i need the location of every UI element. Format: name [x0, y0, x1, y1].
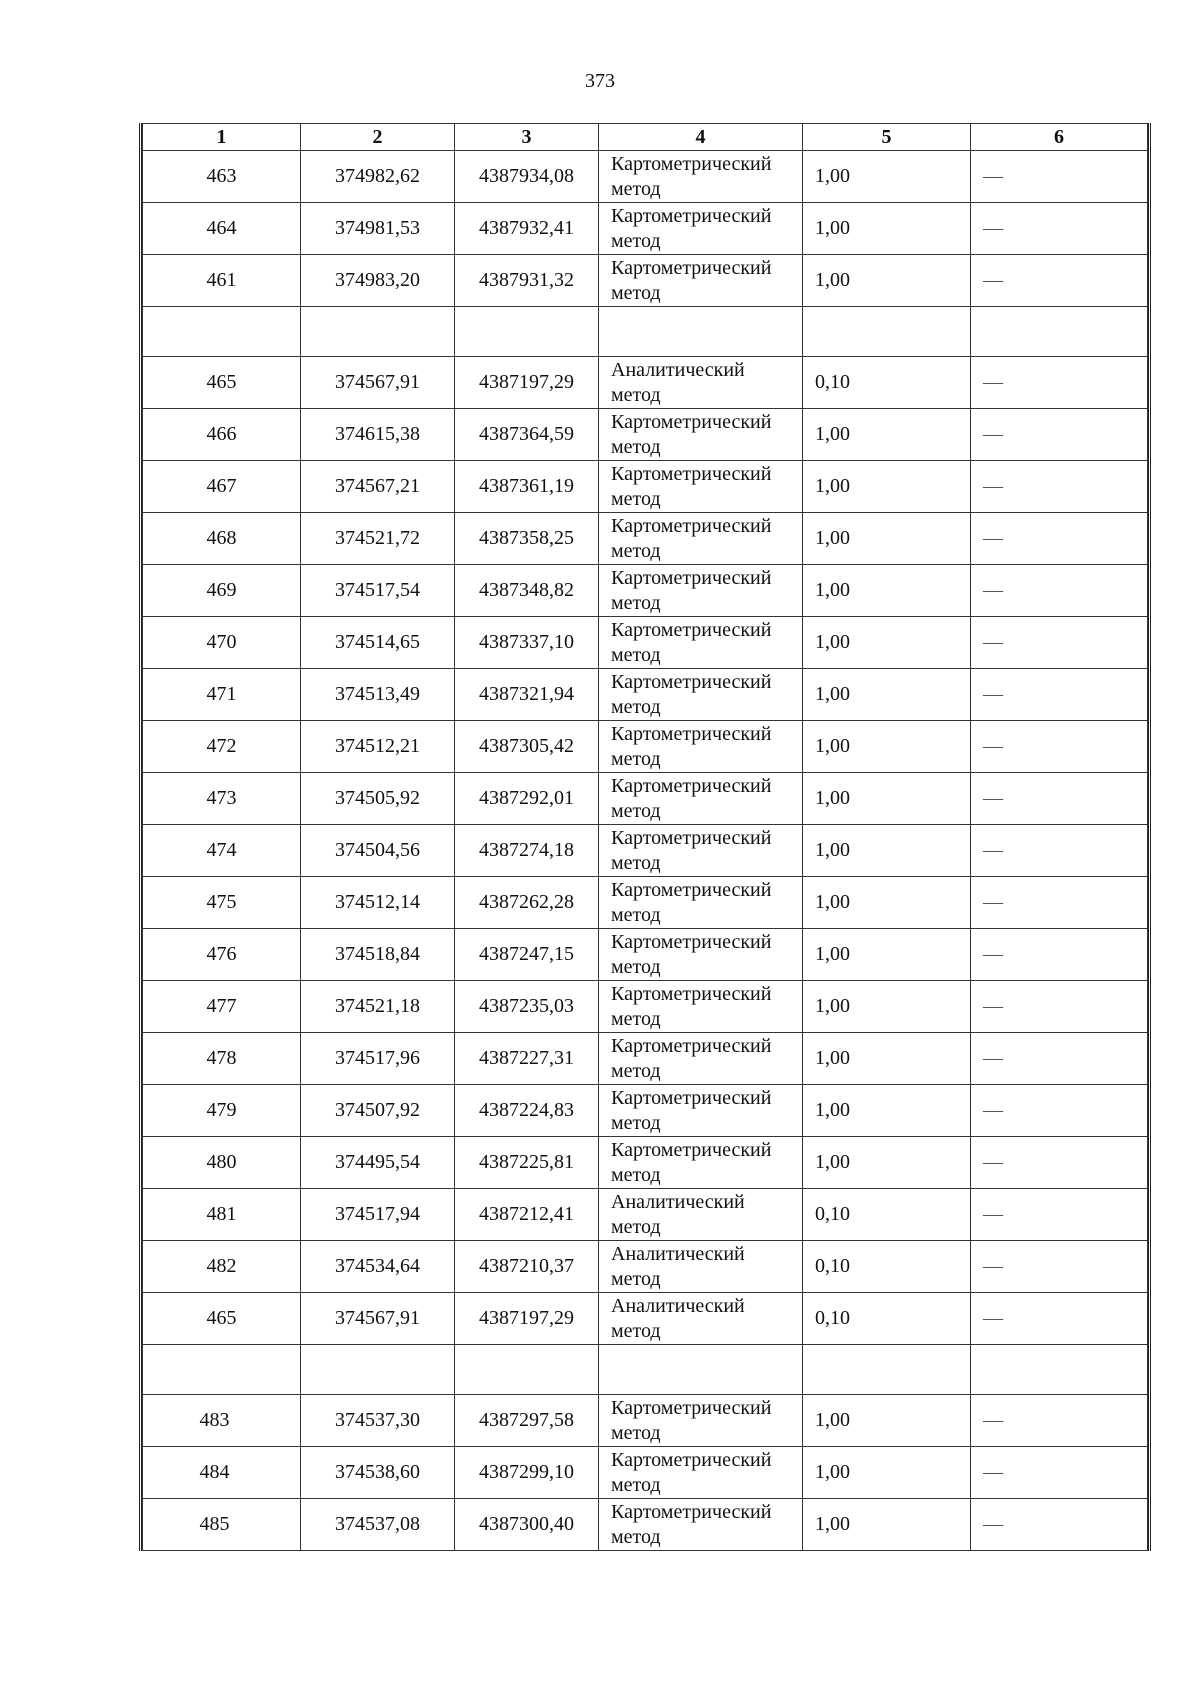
y-coordinate-cell: 4387305,42 — [455, 721, 599, 773]
description-cell: — — [971, 773, 1148, 825]
x-coordinate-cell: 374537,08 — [301, 1499, 455, 1551]
description-cell: — — [971, 721, 1148, 773]
point-number-cell: 465 — [143, 357, 301, 409]
point-number-cell: 480 — [143, 1137, 301, 1189]
x-coordinate-cell: 374504,56 — [301, 825, 455, 877]
x-coordinate-cell: 374521,72 — [301, 513, 455, 565]
table-row — [143, 461, 1148, 513]
x-coordinate-cell: 374513,49 — [301, 669, 455, 721]
point-number-cell: 470 — [143, 617, 301, 669]
method-cell — [599, 721, 803, 773]
x-coordinate-cell: 374512,14 — [301, 877, 455, 929]
method-suffix: метод — [611, 487, 661, 510]
accuracy-cell: 1,00 — [803, 151, 971, 203]
table-row — [143, 1241, 1148, 1293]
accuracy-cell: 1,00 — [803, 617, 971, 669]
empty-cell — [971, 307, 1148, 357]
point-number-cell: 483 — [143, 1395, 301, 1447]
method-suffix: метод — [611, 383, 661, 406]
method-cell — [599, 1085, 803, 1137]
method-suffix: метод — [611, 955, 661, 978]
accuracy-cell: 1,00 — [803, 877, 971, 929]
method-name: Картометрический — [611, 514, 772, 537]
point-number-cell: 461 — [143, 255, 301, 307]
method-name: Картометрический — [611, 1500, 772, 1523]
point-number-cell: 472 — [143, 721, 301, 773]
point-number-cell: 481 — [143, 1189, 301, 1241]
description-cell: — — [971, 357, 1148, 409]
empty-cell — [971, 1345, 1148, 1395]
method-name: Картометрический — [611, 982, 772, 1005]
x-coordinate-cell: 374521,18 — [301, 981, 455, 1033]
method-name: Картометрический — [611, 462, 772, 485]
point-number-cell: 466 — [143, 409, 301, 461]
y-coordinate-cell: 4387197,29 — [455, 357, 599, 409]
y-coordinate-cell: 4387934,08 — [455, 151, 599, 203]
table-row — [143, 151, 1148, 203]
accuracy-cell: 0,10 — [803, 1241, 971, 1293]
accuracy-cell: 1,00 — [803, 825, 971, 877]
header-cell: 4 — [599, 124, 803, 151]
point-number-cell: 479 — [143, 1085, 301, 1137]
method-suffix: метод — [611, 1525, 661, 1548]
y-coordinate-cell: 4387348,82 — [455, 565, 599, 617]
method-name: Картометрический — [611, 670, 772, 693]
table-row — [143, 1137, 1148, 1189]
table-row — [143, 929, 1148, 981]
empty-cell — [301, 307, 455, 357]
accuracy-cell: 1,00 — [803, 203, 971, 255]
table-row — [143, 1395, 1148, 1447]
y-coordinate-cell: 4387197,29 — [455, 1293, 599, 1345]
y-coordinate-cell: 4387321,94 — [455, 669, 599, 721]
y-coordinate-cell: 4387274,18 — [455, 825, 599, 877]
empty-cell — [803, 1345, 971, 1395]
y-coordinate-cell: 4387358,25 — [455, 513, 599, 565]
method-suffix: метод — [611, 643, 661, 666]
table-row — [143, 1293, 1148, 1345]
x-coordinate-cell: 374534,64 — [301, 1241, 455, 1293]
y-coordinate-cell: 4387292,01 — [455, 773, 599, 825]
y-coordinate-cell: 4387932,41 — [455, 203, 599, 255]
table-separator-row — [143, 1345, 1148, 1395]
x-coordinate-cell: 374517,54 — [301, 565, 455, 617]
description-cell: — — [971, 1499, 1148, 1551]
method-cell — [599, 1447, 803, 1499]
accuracy-cell: 0,10 — [803, 1293, 971, 1345]
table-row — [143, 409, 1148, 461]
method-name: Картометрический — [611, 722, 772, 745]
point-number-cell: 468 — [143, 513, 301, 565]
method-cell — [599, 255, 803, 307]
x-coordinate-cell: 374518,84 — [301, 929, 455, 981]
y-coordinate-cell: 4387212,41 — [455, 1189, 599, 1241]
method-name: Картометрический — [611, 152, 772, 175]
point-number-cell: 463 — [143, 151, 301, 203]
description-cell: — — [971, 1085, 1148, 1137]
y-coordinate-cell: 4387224,83 — [455, 1085, 599, 1137]
table-row — [143, 357, 1148, 409]
accuracy-cell: 1,00 — [803, 409, 971, 461]
y-coordinate-cell: 4387262,28 — [455, 877, 599, 929]
empty-cell — [143, 307, 301, 357]
description-cell: — — [971, 203, 1148, 255]
method-suffix: метод — [611, 539, 661, 562]
method-cell — [599, 513, 803, 565]
method-cell — [599, 151, 803, 203]
method-suffix: метод — [611, 281, 661, 304]
table-row — [143, 1447, 1148, 1499]
empty-cell — [599, 1345, 803, 1395]
description-cell: — — [971, 461, 1148, 513]
accuracy-cell: 1,00 — [803, 929, 971, 981]
table-separator-row — [143, 307, 1148, 357]
empty-cell — [143, 1345, 301, 1395]
empty-cell — [455, 307, 599, 357]
method-suffix: метод — [611, 695, 661, 718]
x-coordinate-cell: 374983,20 — [301, 255, 455, 307]
method-name: Картометрический — [611, 618, 772, 641]
accuracy-cell: 1,00 — [803, 1085, 971, 1137]
method-name: Картометрический — [611, 1138, 772, 1161]
x-coordinate-cell: 374981,53 — [301, 203, 455, 255]
table-row — [143, 877, 1148, 929]
point-number-cell: 477 — [143, 981, 301, 1033]
accuracy-cell: 1,00 — [803, 669, 971, 721]
accuracy-cell: 1,00 — [803, 1499, 971, 1551]
y-coordinate-cell: 4387364,59 — [455, 409, 599, 461]
empty-cell — [599, 307, 803, 357]
description-cell: — — [971, 1447, 1148, 1499]
point-number-cell: 464 — [143, 203, 301, 255]
description-cell: — — [971, 255, 1148, 307]
x-coordinate-cell: 374512,21 — [301, 721, 455, 773]
method-name: Картометрический — [611, 1034, 772, 1057]
method-name: Аналитический — [611, 1242, 745, 1265]
x-coordinate-cell: 374514,65 — [301, 617, 455, 669]
accuracy-cell: 0,10 — [803, 1189, 971, 1241]
x-coordinate-cell: 374517,94 — [301, 1189, 455, 1241]
x-coordinate-cell: 374517,96 — [301, 1033, 455, 1085]
y-coordinate-cell: 4387210,37 — [455, 1241, 599, 1293]
header-row — [143, 124, 1148, 151]
description-cell: — — [971, 669, 1148, 721]
method-cell — [599, 1293, 803, 1345]
header-cell: 2 — [301, 124, 455, 151]
method-suffix: метод — [611, 1421, 661, 1444]
accuracy-cell: 1,00 — [803, 721, 971, 773]
method-cell — [599, 877, 803, 929]
method-suffix: метод — [611, 1215, 661, 1238]
method-name: Картометрический — [611, 204, 772, 227]
accuracy-cell: 1,00 — [803, 981, 971, 1033]
point-number-cell: 476 — [143, 929, 301, 981]
x-coordinate-cell: 374615,38 — [301, 409, 455, 461]
header-cell: 1 — [143, 124, 301, 151]
point-number-cell: 484 — [143, 1447, 301, 1499]
method-suffix: метод — [611, 1267, 661, 1290]
point-number-cell: 485 — [143, 1499, 301, 1551]
point-number-cell: 467 — [143, 461, 301, 513]
method-cell — [599, 617, 803, 669]
method-cell — [599, 1189, 803, 1241]
method-name: Картометрический — [611, 1396, 772, 1419]
method-cell — [599, 203, 803, 255]
x-coordinate-cell: 374982,62 — [301, 151, 455, 203]
method-name: Картометрический — [611, 878, 772, 901]
table-row — [143, 203, 1148, 255]
y-coordinate-cell: 4387227,31 — [455, 1033, 599, 1085]
accuracy-cell: 1,00 — [803, 461, 971, 513]
method-suffix: метод — [611, 1319, 661, 1342]
accuracy-cell: 1,00 — [803, 255, 971, 307]
x-coordinate-cell: 374495,54 — [301, 1137, 455, 1189]
description-cell: — — [971, 1293, 1148, 1345]
method-name: Картометрический — [611, 930, 772, 953]
y-coordinate-cell: 4387361,19 — [455, 461, 599, 513]
method-suffix: метод — [611, 435, 661, 458]
method-suffix: метод — [611, 1059, 661, 1082]
description-cell: — — [971, 1033, 1148, 1085]
method-cell — [599, 825, 803, 877]
method-name: Картометрический — [611, 410, 772, 433]
method-suffix: метод — [611, 747, 661, 770]
accuracy-cell: 1,00 — [803, 773, 971, 825]
point-number-cell: 471 — [143, 669, 301, 721]
method-cell — [599, 1241, 803, 1293]
y-coordinate-cell: 4387235,03 — [455, 981, 599, 1033]
method-cell — [599, 461, 803, 513]
method-name: Аналитический — [611, 358, 745, 381]
method-suffix: метод — [611, 1007, 661, 1030]
description-cell: — — [971, 1241, 1148, 1293]
x-coordinate-cell: 374567,91 — [301, 1293, 455, 1345]
accuracy-cell: 1,00 — [803, 1447, 971, 1499]
method-suffix: метод — [611, 177, 661, 200]
description-cell: — — [971, 1395, 1148, 1447]
table-row — [143, 1189, 1148, 1241]
table-row — [143, 669, 1148, 721]
point-number-cell: 478 — [143, 1033, 301, 1085]
method-cell — [599, 929, 803, 981]
x-coordinate-cell: 374537,30 — [301, 1395, 455, 1447]
header-cell: 3 — [455, 124, 599, 151]
method-cell — [599, 981, 803, 1033]
method-suffix: метод — [611, 1473, 661, 1496]
coordinates-table-container — [139, 123, 1151, 1551]
table-row — [143, 825, 1148, 877]
point-number-cell: 475 — [143, 877, 301, 929]
method-name: Аналитический — [611, 1294, 745, 1317]
method-cell — [599, 357, 803, 409]
description-cell: — — [971, 1189, 1148, 1241]
accuracy-cell: 1,00 — [803, 513, 971, 565]
table-row — [143, 565, 1148, 617]
description-cell: — — [971, 151, 1148, 203]
method-name: Картометрический — [611, 826, 772, 849]
header-cell: 6 — [971, 124, 1148, 151]
method-cell — [599, 1137, 803, 1189]
table-row — [143, 1499, 1148, 1551]
table-row — [143, 773, 1148, 825]
y-coordinate-cell: 4387297,58 — [455, 1395, 599, 1447]
method-cell — [599, 565, 803, 617]
method-suffix: метод — [611, 1163, 661, 1186]
accuracy-cell: 0,10 — [803, 357, 971, 409]
y-coordinate-cell: 4387225,81 — [455, 1137, 599, 1189]
method-cell — [599, 773, 803, 825]
y-coordinate-cell: 4387300,40 — [455, 1499, 599, 1551]
table-row — [143, 255, 1148, 307]
y-coordinate-cell: 4387931,32 — [455, 255, 599, 307]
table-row — [143, 1085, 1148, 1137]
method-name: Картометрический — [611, 1448, 772, 1471]
description-cell: — — [971, 617, 1148, 669]
point-number-cell: 474 — [143, 825, 301, 877]
method-name: Картометрический — [611, 256, 772, 279]
method-suffix: метод — [611, 903, 661, 926]
empty-cell — [455, 1345, 599, 1395]
method-cell — [599, 1395, 803, 1447]
method-suffix: метод — [611, 229, 661, 252]
method-suffix: метод — [611, 799, 661, 822]
y-coordinate-cell: 4387247,15 — [455, 929, 599, 981]
y-coordinate-cell: 4387299,10 — [455, 1447, 599, 1499]
point-number-cell: 482 — [143, 1241, 301, 1293]
method-suffix: метод — [611, 591, 661, 614]
header-cell: 5 — [803, 124, 971, 151]
description-cell: — — [971, 877, 1148, 929]
table-row — [143, 981, 1148, 1033]
method-cell — [599, 669, 803, 721]
description-cell: — — [971, 825, 1148, 877]
empty-cell — [803, 307, 971, 357]
coordinates-table — [142, 123, 1148, 1551]
accuracy-cell: 1,00 — [803, 1033, 971, 1085]
description-cell: — — [971, 1137, 1148, 1189]
x-coordinate-cell: 374538,60 — [301, 1447, 455, 1499]
x-coordinate-cell: 374507,92 — [301, 1085, 455, 1137]
method-name: Картометрический — [611, 1086, 772, 1109]
x-coordinate-cell: 374567,91 — [301, 357, 455, 409]
description-cell: — — [971, 929, 1148, 981]
point-number-cell: 465 — [143, 1293, 301, 1345]
method-name: Аналитический — [611, 1190, 745, 1213]
description-cell: — — [971, 981, 1148, 1033]
table-body — [143, 151, 1148, 1551]
accuracy-cell: 1,00 — [803, 1137, 971, 1189]
method-suffix: метод — [611, 1111, 661, 1134]
table-row — [143, 617, 1148, 669]
y-coordinate-cell: 4387337,10 — [455, 617, 599, 669]
point-number-cell: 473 — [143, 773, 301, 825]
accuracy-cell: 1,00 — [803, 1395, 971, 1447]
x-coordinate-cell: 374505,92 — [301, 773, 455, 825]
description-cell: — — [971, 513, 1148, 565]
table-row — [143, 513, 1148, 565]
method-name: Картометрический — [611, 774, 772, 797]
accuracy-cell: 1,00 — [803, 565, 971, 617]
description-cell: — — [971, 409, 1148, 461]
method-name: Картометрический — [611, 566, 772, 589]
description-cell: — — [971, 565, 1148, 617]
table-row — [143, 721, 1148, 773]
point-number-cell: 469 — [143, 565, 301, 617]
method-cell — [599, 1033, 803, 1085]
method-cell — [599, 1499, 803, 1551]
method-cell — [599, 409, 803, 461]
method-suffix: метод — [611, 851, 661, 874]
page-number: 373 — [585, 70, 615, 92]
empty-cell — [301, 1345, 455, 1395]
x-coordinate-cell: 374567,21 — [301, 461, 455, 513]
table-row — [143, 1033, 1148, 1085]
